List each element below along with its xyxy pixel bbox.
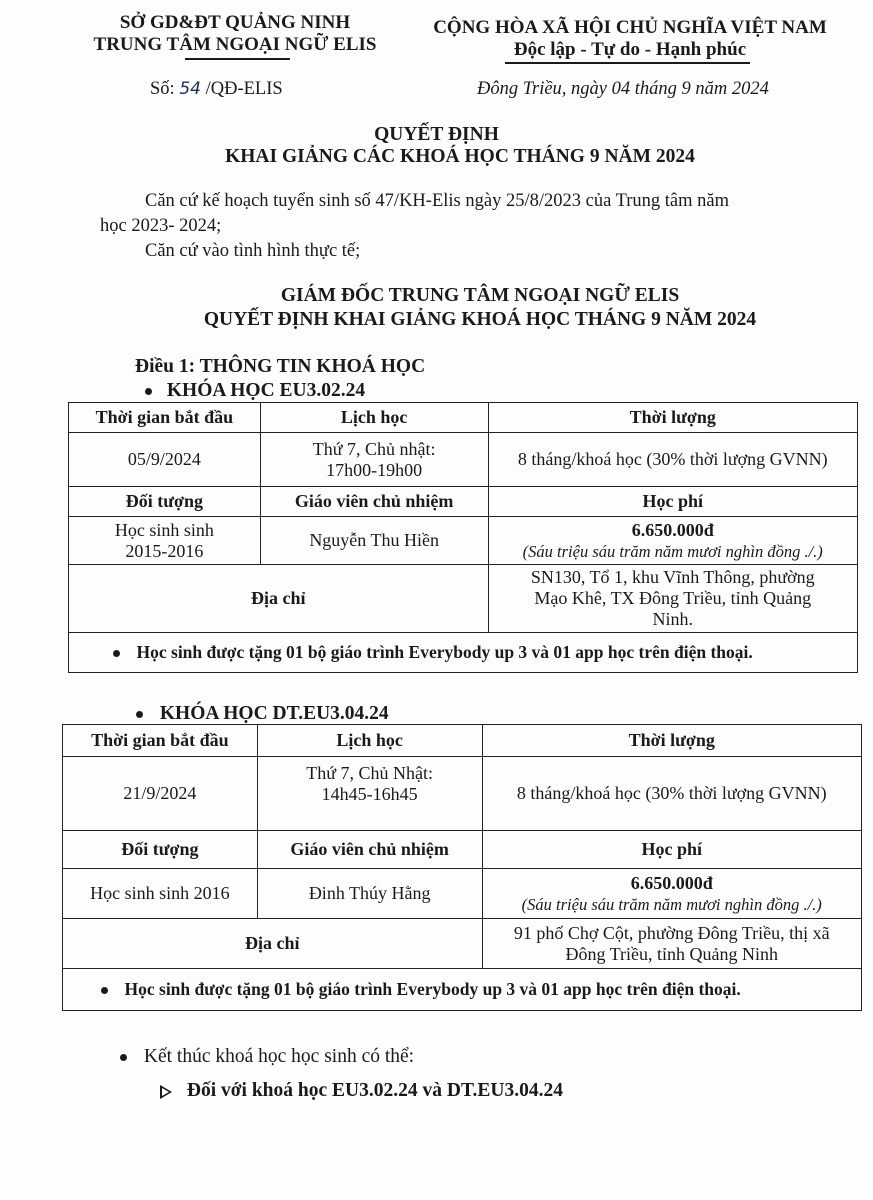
table-row (69, 517, 858, 565)
schedule-days: Thứ 7, Chủ nhật: (312, 438, 436, 459)
bullet-icon (120, 1054, 127, 1061)
header-schedule: Lịch học (257, 725, 482, 757)
table-row (63, 969, 862, 1011)
address-label: Địa chỉ (63, 919, 483, 969)
header-duration: Thời lượng (482, 725, 862, 757)
agency-line2: TRUNG TÂM NGOẠI NGỮ ELIS (93, 34, 377, 55)
course-1-table (68, 402, 858, 673)
schedule-time: 17h00-19h00 (326, 459, 423, 480)
article-1-heading: Điều 1: THÔNG TIN KHOÁ HỌC (135, 356, 426, 377)
address-line1: SN130, Tổ 1, khu Vĩnh Thông, phường (530, 567, 815, 587)
header-target: Đối tượng (63, 831, 258, 869)
table-row (69, 487, 858, 517)
motto-underline (505, 62, 750, 64)
address-label: Địa chỉ (69, 565, 489, 633)
gift-note: Học sinh được tặng 01 bộ giáo trình Everybody up 3 và 01 app học trên điện thoại. (136, 642, 753, 662)
bullet-icon (145, 388, 152, 395)
header-start: Thời gian bắt đầu (69, 403, 261, 433)
gift-note-cell (69, 633, 858, 673)
course-1-name: KHÓA HỌC EU3.02.24 (166, 380, 366, 401)
fee-amount: 6.650.000đ (631, 519, 714, 540)
table-row (63, 869, 862, 919)
header-target: Đối tượng (69, 487, 261, 517)
schedule-cell (260, 433, 488, 487)
basis-2: Căn cứ vào tình hình thực tế; (145, 241, 361, 261)
address-cell (488, 565, 858, 633)
target-line2: 2015-2016 (125, 540, 204, 561)
target-cell (69, 517, 261, 565)
address-cell (482, 919, 862, 969)
header-schedule: Lịch học (260, 403, 488, 433)
schedule-days: Thứ 7, Chủ Nhật: (306, 763, 434, 783)
course-2-heading (136, 703, 389, 725)
fee-words: (Sáu triệu sáu trăm năm mươi nghìn đồng ./.) (521, 894, 822, 914)
authority-line2: QUYẾT ĐỊNH KHAI GIẢNG KHOÁ HỌC THÁNG 9 NĂM 2024 (203, 309, 757, 330)
address-line2: Đông Triều, tỉnh Quảng Ninh (565, 943, 778, 964)
national-motto: Độc lập - Tự do - Hạnh phúc (513, 39, 747, 60)
duration-value: 8 tháng/khoá học (30% thời lượng GVNN) (488, 433, 858, 487)
handwritten-number: 54 (179, 79, 201, 99)
gift-note-cell (63, 969, 862, 1011)
teacher-name: Nguyễn Thu Hiền (260, 517, 488, 565)
table-row (69, 433, 858, 487)
table-row (69, 633, 858, 673)
header-teacher: Giáo viên chủ nhiệm (257, 831, 482, 869)
fee-cell (482, 869, 862, 919)
header-duration: Thời lượng (488, 403, 858, 433)
bullet-icon (101, 987, 108, 994)
header-fee: Học phí (488, 487, 858, 517)
decision-title: QUYẾT ĐỊNH (374, 124, 499, 145)
basis-1-line2: học 2023- 2024; (100, 216, 222, 236)
table-row (69, 565, 858, 633)
course-1-heading (145, 380, 365, 402)
agency-header (70, 12, 400, 56)
decision-number (150, 79, 283, 100)
bullet-icon (136, 711, 143, 718)
course-2-name: KHÓA HỌC DT.EU3.04.24 (159, 703, 389, 724)
target-value: Học sinh sinh 2016 (63, 869, 258, 919)
course-2-table (62, 724, 862, 1011)
header-start: Thời gian bắt đầu (63, 725, 258, 757)
fee-cell (488, 517, 858, 565)
table-row (69, 403, 858, 433)
fee-amount: 6.650.000đ (630, 872, 713, 893)
address-line2: Mạo Khê, TX Đông Triều, tỉnh Quảng (534, 588, 812, 608)
fee-words: (Sáu triệu sáu trăm năm mươi nghìn đồng ./.) (522, 541, 823, 561)
ending-intro-line (120, 1046, 414, 1068)
schedule-cell (257, 757, 482, 831)
teacher-name: Đinh Thúy Hằng (257, 869, 482, 919)
number-suffix: /QĐ-ELIS (205, 79, 283, 99)
ending-sub-line (160, 1080, 563, 1102)
target-line1: Học sinh sinh (114, 519, 214, 540)
national-line1: CỘNG HÒA XÃ HỘI CHỦ NGHĨA VIỆT NAM (433, 17, 827, 38)
bullet-icon (113, 650, 120, 657)
table-row (63, 831, 862, 869)
arrow-right-icon (160, 1085, 172, 1099)
agency-underline (185, 58, 290, 60)
table-row (63, 919, 862, 969)
address-line3: Ninh. (652, 609, 693, 629)
place-date: Đông Triều, ngày 04 tháng 9 năm 2024 (477, 79, 769, 99)
table-row (63, 725, 862, 757)
header-teacher: Giáo viên chủ nhiệm (260, 487, 488, 517)
basis-1-line1: Căn cứ kế hoạch tuyển sinh số 47/KH-Elis ngày 25/8/2023 của Trung tâm năm (145, 191, 729, 211)
duration-value: 8 tháng/khoá học (30% thời lượng GVNN) (482, 757, 862, 831)
authority-line1: GIÁM ĐỐC TRUNG TÂM NGOẠI NGỮ ELIS (280, 285, 680, 306)
start-date: 21/9/2024 (63, 757, 258, 831)
ending-sub: Đối với khoá học EU3.02.24 và DT.EU3.04.24 (186, 1080, 563, 1101)
decision-subtitle: KHAI GIẢNG CÁC KHOÁ HỌC THÁNG 9 NĂM 2024 (225, 146, 695, 167)
start-date: 05/9/2024 (69, 433, 261, 487)
address-line1: 91 phố Chợ Cột, phường Đông Triều, thị xã (513, 922, 830, 943)
gift-note: Học sinh được tặng 01 bộ giáo trình Everybody up 3 và 01 app học trên điện thoại. (124, 979, 741, 999)
national-header (410, 17, 850, 61)
header-fee: Học phí (482, 831, 862, 869)
agency-line1: SỞ GD&ĐT QUẢNG NINH (119, 12, 351, 33)
schedule-time: 14h45-16h45 (321, 784, 418, 804)
ending-intro: Kết thúc khoá học học sinh có thể: (143, 1046, 415, 1067)
table-row (63, 757, 862, 831)
number-prefix: Số: (150, 79, 175, 99)
